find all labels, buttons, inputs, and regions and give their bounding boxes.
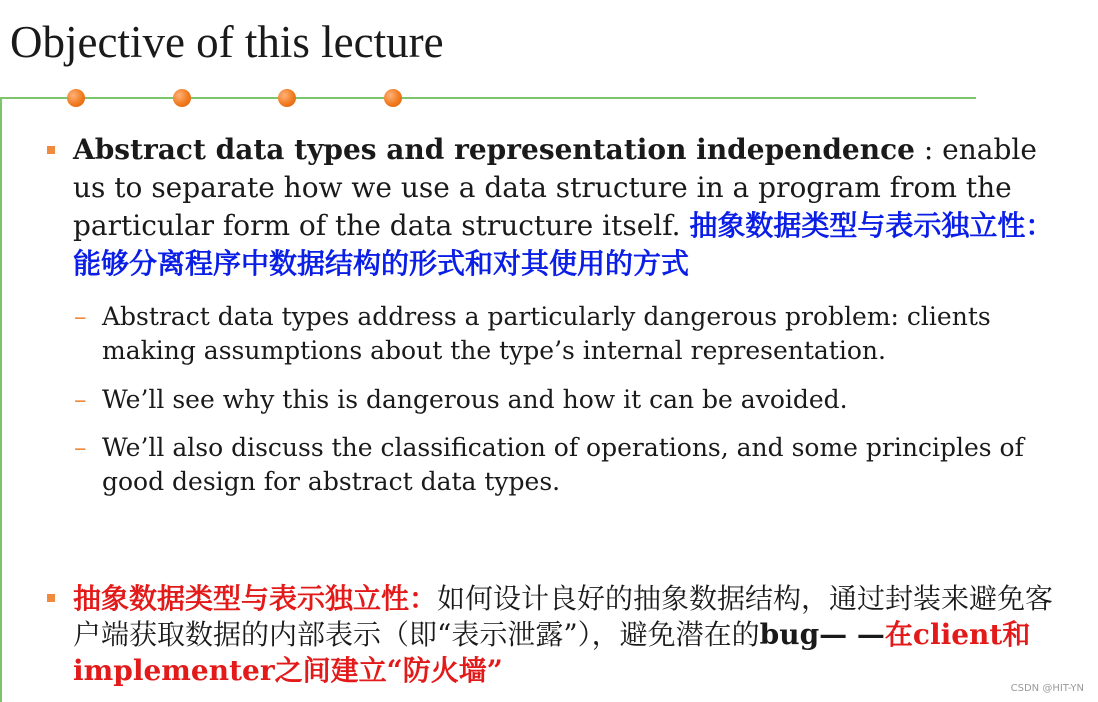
sub-bullet-dash: –	[74, 385, 87, 414]
decorative-dot	[384, 89, 402, 107]
bullet-summary-chinese	[73, 581, 1063, 689]
summary-body: 如何设计良好的抽象数据结构，通过封装来避免客户端获取数据的内部表示（即“表示泄露”），避免潜在的	[73, 582, 1054, 651]
title-divider	[0, 97, 976, 99]
summary-bug: bug	[759, 618, 820, 651]
bullet-main-text: : enable us to separate how we use a data structure in a program from the particular form of the data structure itself.	[73, 133, 1037, 242]
bullet-square-icon	[47, 594, 55, 602]
decorative-dot	[173, 89, 191, 107]
left-border-line	[0, 97, 2, 702]
bullet-main-bold: Abstract data types and representation independence	[73, 133, 915, 166]
slide-title: Objective of this lecture	[10, 17, 444, 67]
decorative-dot	[67, 89, 85, 107]
summary-red-tail: 在client和implementer之间建立“防火墙”	[73, 618, 1031, 687]
sub-bullet-dash: –	[74, 302, 87, 331]
summary-red-heading: 抽象数据类型与表示独立性：	[73, 582, 438, 615]
sub-bullet-dash: –	[74, 433, 87, 462]
bullet-main-adt	[73, 131, 1073, 283]
sub-bullet-2: We’ll see why this is dangerous and how it can be avoided.	[102, 385, 848, 414]
watermark: CSDN @HIT-YN	[1010, 683, 1084, 694]
summary-dashes: — —	[819, 618, 885, 651]
decorative-dot	[278, 89, 296, 107]
sub-bullet-3: We’ll also discuss the classification of operations, and some principles of good design for abstract data types.	[102, 433, 1024, 496]
bullet-square-icon	[47, 146, 55, 154]
sub-bullet-1: Abstract data types address a particularly dangerous problem: clients making assumptions about the type’s internal representation.	[102, 302, 991, 365]
bullet-main-chinese: 抽象数据类型与表示独立性：能够分离程序中数据结构的形式和对其使用的方式	[73, 209, 1054, 280]
